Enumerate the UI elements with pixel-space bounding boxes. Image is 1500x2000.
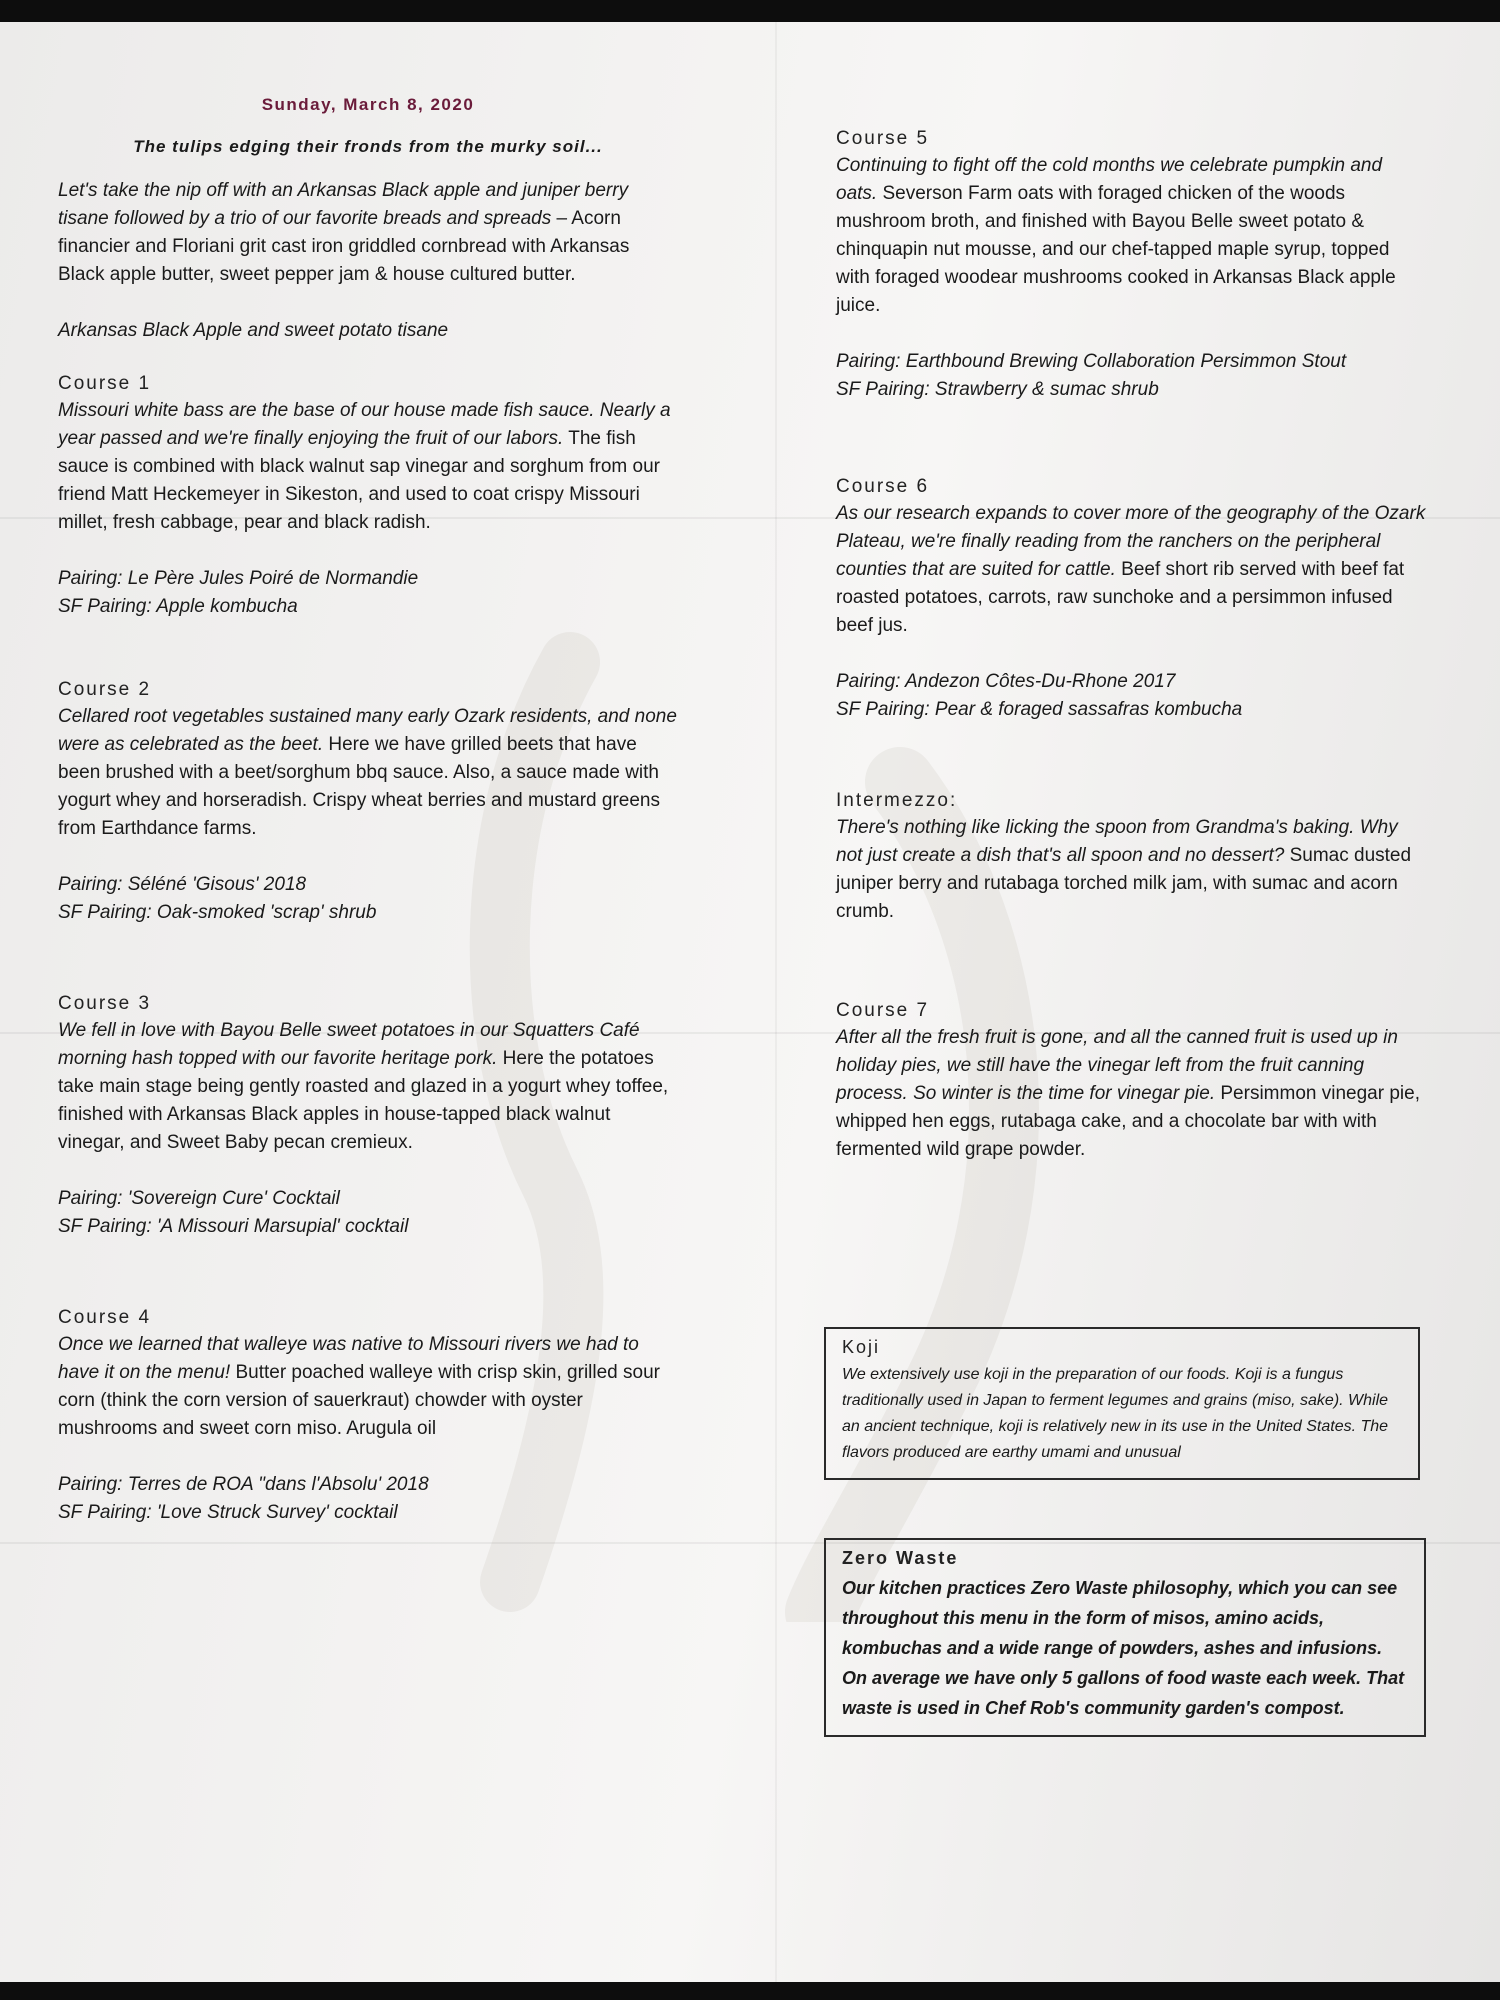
course-heading: Course 2	[58, 679, 152, 700]
course-pairing: Pairing: 'Sovereign Cure' Cocktail	[58, 1188, 340, 1209]
course-5	[836, 128, 1426, 404]
course-sf-pairing: SF Pairing: Apple kombucha	[58, 596, 298, 617]
course-italic: There's nothing like licking the spoon from Grandma's baking. Why not just create a dish that's all spoon and no dessert?	[836, 817, 1398, 866]
intro-plain: – Acorn financier and Floriani grit cast iron griddled cornbread with Arkansas Black apple butter, sweet pepper jam & house cultured butter.	[58, 208, 630, 285]
course-plain: Severson Farm oats with foraged chicken of the woods mushroom broth, and finished with Bayou Belle sweet potato & chinquapin nut mousse, and our chef-tapped maple syrup, topped with foraged woodear mushrooms cooked in Arkansas Black apple juice.	[836, 183, 1396, 316]
course-pairing: Pairing: Andezon Côtes-Du-Rhone 2017	[836, 671, 1176, 692]
fold-line	[775, 22, 777, 1982]
koji-text: We extensively use koji in the preparation of our foods. Koji is a fungus traditionally used in Japan to ferment legumes and grains (miso, sake). While an ancient technique, koji is relatively new in its use in the United States. The flavors produced are earthy umami and unusual	[842, 1366, 1389, 1461]
course-plain: Here we have grilled beets that have been brushed with a beet/sorghum bbq sauce. Also, a sauce made with yogurt whey and horseradish. Crispy wheat berries and mustard greens from Earthdance farms.	[58, 734, 660, 839]
zero-waste-text: Our kitchen practices Zero Waste philosophy, which you can see throughout this menu in the form of misos, amino acids, kombuchas and a wide range of powders, ashes and infusions. On average we have only 5 gallons of food waste each week. That waste is used in Chef Rob's community garden's compost.	[842, 1578, 1405, 1718]
zero-waste-box	[824, 1538, 1426, 1737]
course-italic: Continuing to fight off the cold months we celebrate pumpkin and oats.	[836, 155, 1383, 204]
course-italic: After all the fresh fruit is gone, and all the canned fruit is used up in holiday pies, we still have the vinegar left from the fruit canning process. So winter is the time for vinegar pie.	[836, 1027, 1398, 1104]
course-plain: Beef short rib served with beef fat roasted potatoes, carrots, raw sunchoke and a persimmon infused beef jus.	[836, 559, 1405, 636]
course-heading: Course 6	[836, 476, 930, 497]
course-4	[58, 1307, 678, 1527]
course-italic: As our research expands to cover more of the geography of the Ozark Plateau, we're finally reading from the ranchers on the peripheral counties that are suited for cattle.	[836, 503, 1426, 580]
course-7	[836, 1000, 1426, 1164]
course-italic: Missouri white bass are the base of our house made fish sauce. Nearly a year passed and we're finally enjoying the fruit of our labors.	[58, 400, 671, 449]
course-6	[836, 476, 1426, 724]
course-1	[58, 373, 678, 621]
course-plain: Persimmon vinegar pie, whipped hen eggs, rutabaga cake, and a chocolate bar with with fermented wild grape powder.	[836, 1083, 1420, 1160]
course-description	[58, 397, 678, 537]
koji-heading: Koji	[842, 1337, 881, 1357]
intro-italic: Let's take the nip off with an Arkansas Black apple and juniper berry tisane followed by a trio of our favorite breads and spreads	[58, 180, 629, 229]
course-heading: Course 7	[836, 1000, 930, 1021]
course-heading: Course 4	[58, 1307, 152, 1328]
course-italic: We fell in love with Bayou Belle sweet potatoes in our Squatters Café morning hash topped with our favorite heritage pork.	[58, 1020, 640, 1069]
zero-waste-heading: Zero Waste	[842, 1548, 959, 1568]
course-plain: Here the potatoes take main stage being gently roasted and glazed in a yogurt whey toffee, finished with Arkansas Black apples in house-tapped black walnut vinegar, and Sweet Baby pecan cremieux.	[58, 1048, 669, 1153]
course-italic: Cellared root vegetables sustained many early Ozark residents, and none were as celebrated as the beet.	[58, 706, 677, 755]
left-column	[58, 95, 678, 1555]
course-plain: The fish sauce is combined with black walnut sap vinegar and sorghum from our friend Matt Heckemeyer in Sikeston, and used to coat crispy Missouri millet, fresh cabbage, pear and black radish.	[58, 428, 660, 533]
intermezzo	[836, 790, 1426, 926]
course-sf-pairing: SF Pairing: 'A Missouri Marsupial' cocktail	[58, 1216, 409, 1237]
course-2	[58, 679, 678, 927]
course-pairing: Pairing: Earthbound Brewing Collaboration Persimmon Stout	[836, 351, 1347, 372]
course-italic: Once we learned that walleye was native to Missouri rivers we had to have it on the menu!	[58, 1334, 639, 1383]
course-description	[58, 1017, 678, 1157]
course-heading: Intermezzo:	[836, 790, 958, 811]
course-sf-pairing: SF Pairing: Strawberry & sumac shrub	[836, 379, 1159, 400]
course-3	[58, 993, 678, 1241]
course-description	[836, 152, 1426, 320]
menu-date: Sunday, March 8, 2020	[261, 95, 475, 114]
course-heading: Course 3	[58, 993, 152, 1014]
course-pairing: Pairing: Terres de ROA "dans l'Absolu' 2018	[58, 1474, 429, 1495]
course-pairing: Pairing: Séléné 'Gisous' 2018	[58, 874, 307, 895]
course-plain: Butter poached walleye with crisp skin, grilled sour corn (think the corn version of sauerkraut) chowder with oyster mushrooms and sweet corn miso. Arugula oil	[58, 1362, 660, 1439]
right-column	[836, 128, 1426, 1192]
course-sf-pairing: SF Pairing: 'Love Struck Survey' cocktail	[58, 1502, 398, 1523]
course-sf-pairing: SF Pairing: Oak-smoked 'scrap' shrub	[58, 902, 377, 923]
course-description	[836, 814, 1426, 926]
course-plain: Sumac dusted juniper berry and rutabaga torched milk jam, with sumac and acorn crumb.	[836, 845, 1412, 922]
course-pairing: Pairing: Le Père Jules Poiré de Normandie	[58, 568, 419, 589]
course-description	[836, 500, 1426, 640]
menu-tagline: The tulips edging their fronds from the murky soil...	[133, 137, 603, 156]
course-sf-pairing: SF Pairing: Pear & foraged sassafras kombucha	[836, 699, 1243, 720]
koji-box	[824, 1327, 1420, 1480]
course-heading: Course 5	[836, 128, 930, 149]
tisane-line: Arkansas Black Apple and sweet potato tisane	[58, 320, 449, 341]
intro-paragraph	[58, 177, 678, 289]
course-heading: Course 1	[58, 373, 152, 394]
course-description	[836, 1024, 1426, 1164]
course-description	[58, 703, 678, 843]
course-description	[58, 1331, 678, 1443]
